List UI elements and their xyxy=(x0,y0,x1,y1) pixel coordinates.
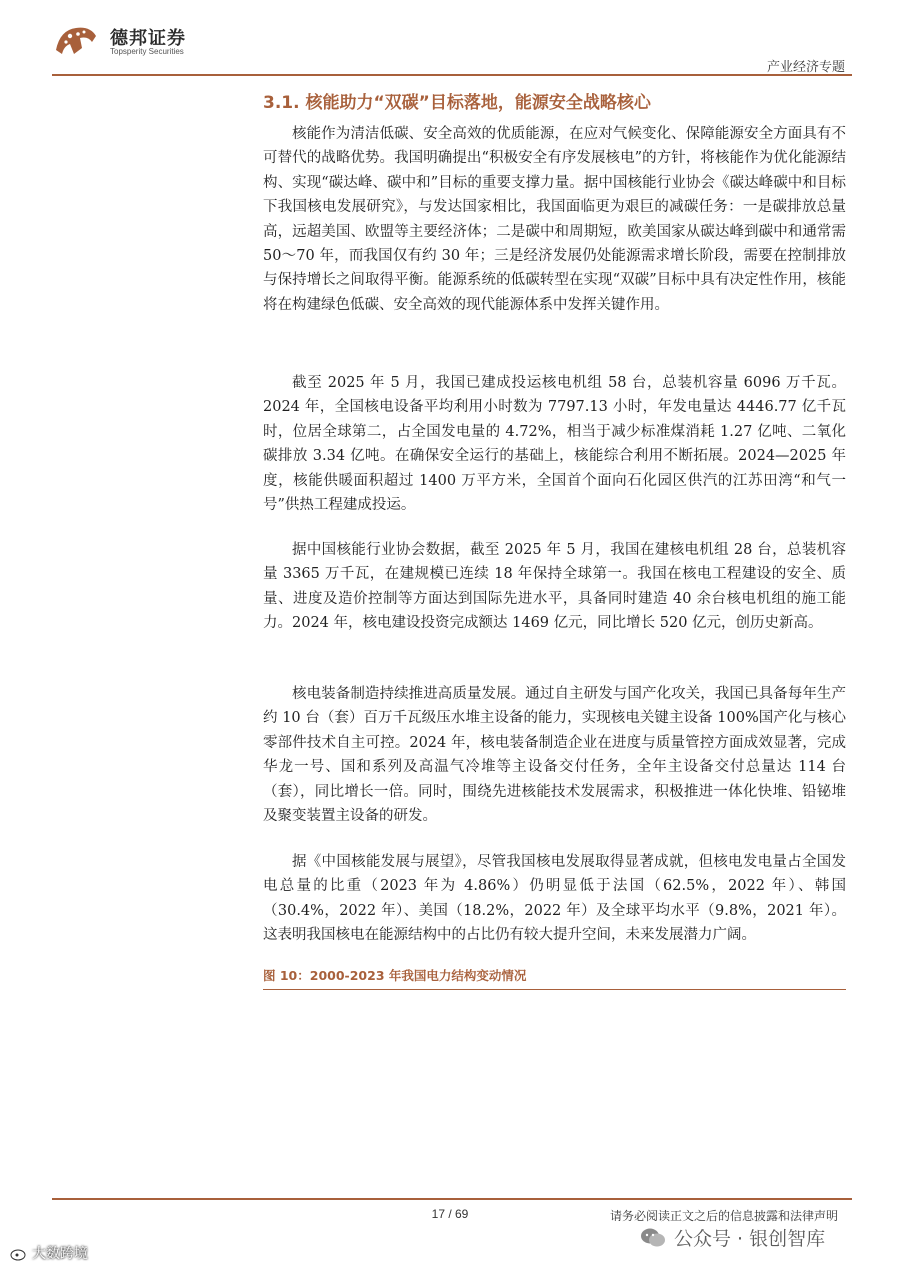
body-paragraph: 据中国核能行业协会数据，截至 2025 年 5 月，我国在建核电机组 28 台，总装机容量 3365 万千瓦，在建规模已连续 18 年保持全球第一。我国在核电工程建设的安全、质量、进度及造价控制等方面达到国际先进水平，具备同时建造 40 余台核电机组的施工能力。2024 年，核电建设投资完成额达 1469 亿元，同比增长 520 亿元，创历史新高。 xyxy=(263,542,846,632)
wechat-icon xyxy=(640,1227,666,1249)
wechat-watermark-text: 公众号 · 银创智库 xyxy=(674,1228,826,1250)
body-paragraph: 据《中国核能发展与展望》，尽管我国核电发展取得显著成就，但核电发电量占全国发电总量的比重（2023 年为 4.86%）仍明显低于法国（62.5%，2022 年）、韩国（30.4%，2022 年）、美国（18.2%，2022 年）及全球平均水平（9.8%，2021 年）。这表明我国核电在能源结构中的占比仍有较大提升空间，未来发展潜力广阔。 xyxy=(263,854,846,944)
body-paragraph: 核能作为清洁低碳、安全高效的优质能源，在应对气候变化、保障能源安全方面具有不可替代的战略优势。我国明确提出“积极安全有序发展核电”的方针，将核能作为优化能源结构、实现“碳达峰、碳中和”目标的重要支撑力量。据中国核能行业协会《碳达峰碳中和目标下我国核电发展研究》，与发达国家相比，我国面临更为艰巨的减碳任务：一是碳排放总量高，远超美国、欧盟等主要经济体；二是碳中和周期短，欧美国家从碳达峰到碳中和通常需 50～70 年，而我国仅有约 30 年；三是经济发展仍处能源需求增长阶段，需要在控制排放与保持增长之间取得平衡。能源系统的低碳转型在实现“双碳”目标中具有决定性作用，核能将在构建绿色低碳、安全高效的现代能源体系中发挥关键作用。 xyxy=(263,126,846,313)
header-divider xyxy=(52,74,852,76)
section-title: 3.1. 核能助力“双碳”目标落地，能源安全战略核心 xyxy=(263,93,651,113)
brand-logo-icon xyxy=(52,20,100,60)
weibo-icon xyxy=(10,1245,28,1261)
body-paragraph: 截至 2025 年 5 月，我国已建成投运核电机组 58 台，总装机容量 6096 万千瓦。2024 年，全国核电设备平均利用小时数为 7797.13 小时，年发电量达 4446.77 亿千瓦时，位居全球第二，占全国发电量的 4.72%，相当于减少标准煤消耗 1.27 亿吨、二氧化碳排放 3.34 亿吨。在确保安全运行的基础上，核能综合利用不断拓展。2024—2025 年度，核能供暖面积超过 1400 万平方米，全国首个面向石化园区供汽的江苏田湾“和气一号”供热工程建成投运。 xyxy=(263,375,846,514)
legal-disclaimer: 请务必阅读正文之后的信息披露和法律声明 xyxy=(609,1209,838,1223)
weibo-watermark-text: 大数跨境 xyxy=(32,1246,88,1262)
report-type-label: 产业经济专题 xyxy=(766,60,845,75)
wechat-watermark xyxy=(640,1224,825,1251)
page-number: 17 / 69 xyxy=(431,1207,469,1221)
brand-name-cn: 德邦证券 xyxy=(110,28,186,49)
footer-divider xyxy=(52,1198,852,1200)
body-paragraph: 核电装备制造持续推进高质量发展。通过自主研发与国产化攻关，我国已具备每年生产约 10 台（套）百万千瓦级压水堆主设备的能力，实现核电关键主设备 100%国产化与核心零部件技术自主可控。2024 年，核电装备制造企业在进度与质量管控方面成效显著，完成华龙一号、国和系列及高温气冷堆等主设备交付任务，全年主设备交付总量达 114 台（套），同比增长一倍。同时，围绕先进核能技术发展需求，积极推进一体化快堆、铅铋堆及聚变装置主设备的研发。 xyxy=(263,686,846,825)
figure-divider xyxy=(263,989,846,990)
figure-caption: 图 10：2000-2023 年我国电力结构变动情况 xyxy=(263,968,527,983)
brand-name-en: Topsperity Securities xyxy=(110,47,184,56)
weibo-watermark xyxy=(10,1243,88,1263)
